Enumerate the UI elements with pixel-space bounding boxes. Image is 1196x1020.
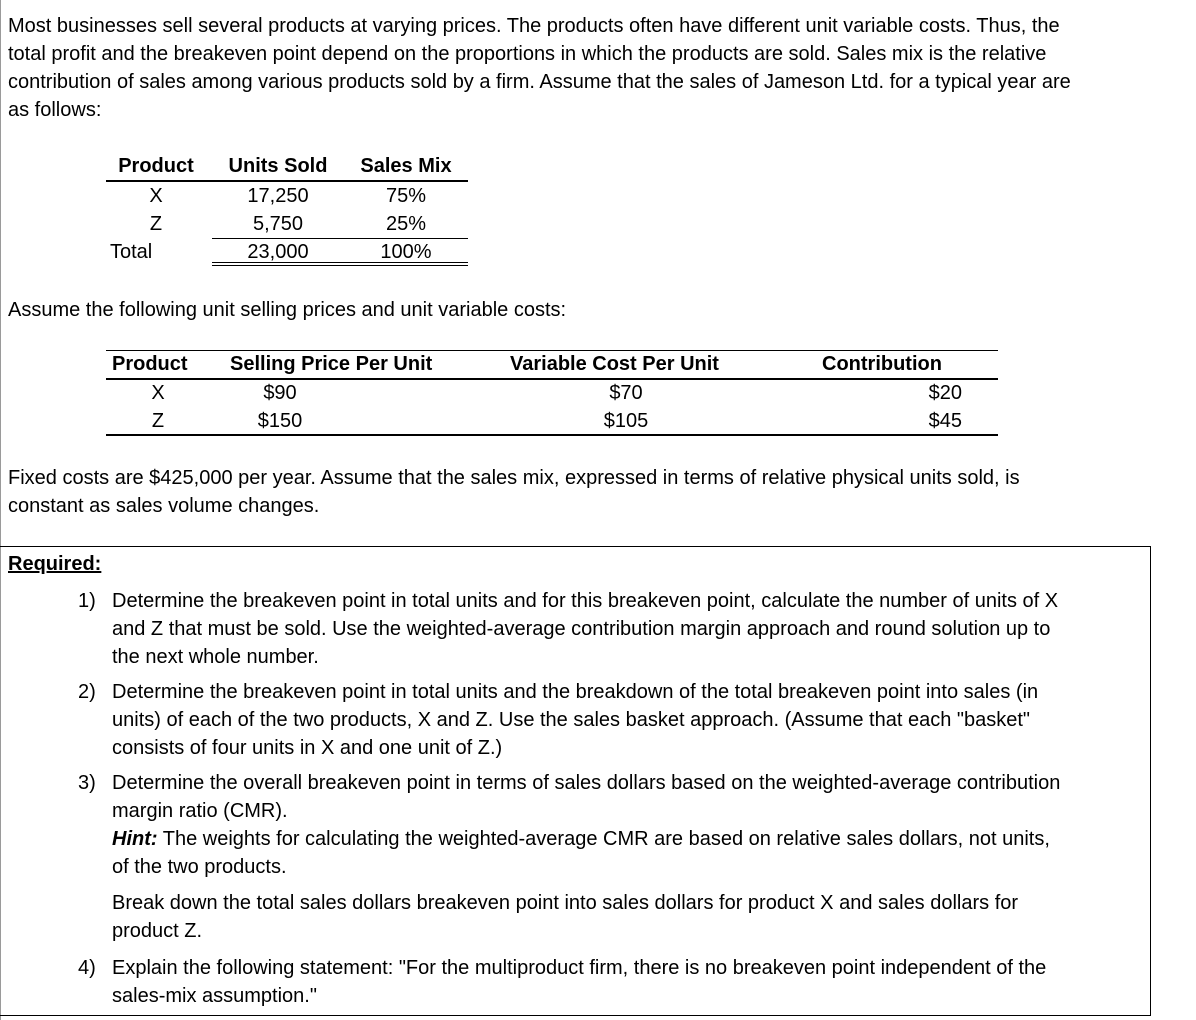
contribution-cell: $20	[928, 382, 962, 404]
price-cell: $90	[263, 382, 297, 404]
item-text-block	[112, 769, 1072, 945]
header-selling-price: Selling Price Per Unit	[230, 353, 433, 375]
required-title: Required:	[8, 553, 102, 575]
product-cell: Z	[149, 213, 163, 235]
header-product: Product	[112, 353, 188, 375]
total-units: 23,000	[247, 241, 309, 263]
breakdown-text: Break down the total sales dollars breakeven point into sales dollars for product X and sales dollars for product Z.	[112, 892, 1019, 942]
double-underline	[212, 262, 468, 266]
item-number: 1)	[78, 590, 96, 612]
units-cell: 5,750	[252, 213, 304, 235]
assume-paragraph: Assume the following unit selling prices and unit variable costs:	[8, 299, 567, 321]
total-mix: 100%	[380, 241, 432, 263]
table-bottom-rule	[106, 434, 998, 436]
header-units-sold: Units Sold	[228, 155, 328, 177]
table-row	[106, 182, 468, 210]
table-row	[106, 210, 468, 238]
total-label: Total	[110, 241, 153, 263]
item-text: Determine the breakeven point in total units and for this breakeven point, calculate the number of units of X and Z that must be sold. Use the weighted-average contribution margin approach and round solution up to the next whole number.	[112, 590, 1059, 668]
product-cell: X	[149, 185, 163, 207]
header-product: Product	[118, 155, 194, 177]
variable-cost-cell: $70	[609, 382, 643, 404]
fixed-costs-paragraph: Fixed costs are $425,000 per year. Assume that the sales mix, expressed in terms of relative physical units sold, is constant as sales volume changes.	[8, 467, 1020, 517]
item-number: 3)	[78, 772, 96, 794]
intro-paragraph: Most businesses sell several products at varying prices. The products often have different unit variable costs. Thus, the total profit and the breakeven point depend on the proportions in which the products are sold. Sales mix is the relative contribution of sales among various products sold by a firm. Assume that the sales of Jameson Ltd. for a typical year are as follows:	[8, 15, 1071, 121]
contribution-cell: $45	[928, 410, 962, 432]
item-text: Determine the breakeven point in total units and the breakdown of the total breakeven point into sales (in units) of each of the two products, X and Z. Use the sales basket approach. (Assume that each "basket" consists of four units in X and one unit of Z.)	[112, 681, 1039, 759]
header-contribution: Contribution	[822, 353, 942, 375]
item-text: Determine the overall breakeven point in terms of sales dollars based on the weighted-average contribution margin ratio (CMR).	[112, 772, 1061, 822]
header-sales-mix: Sales Mix	[360, 155, 452, 177]
variable-cost-cell: $105	[603, 410, 649, 432]
item-number: 4)	[78, 957, 96, 979]
hint-text: The weights for calculating the weighted-average CMR are based on relative sales dollars, not units, of the two products.	[112, 828, 1050, 878]
mix-cell: 25%	[385, 213, 427, 235]
sales-mix-table	[106, 152, 468, 266]
mix-cell: 75%	[385, 185, 427, 207]
header-variable-cost: Variable Cost Per Unit	[510, 353, 719, 375]
table-header-row	[106, 152, 468, 182]
required-box	[0, 546, 1151, 1016]
item-number: 2)	[78, 681, 96, 703]
product-cell: Z	[151, 410, 165, 432]
product-cell: X	[151, 382, 165, 404]
units-cell: 17,250	[247, 185, 309, 207]
hint-label: Hint:	[112, 828, 158, 850]
item-text: Explain the following statement: "For the multiproduct firm, there is no breakeven point independent of the sales-mix assumption."	[112, 957, 1047, 1007]
price-cell: $150	[257, 410, 303, 432]
hint-line	[112, 825, 1072, 881]
